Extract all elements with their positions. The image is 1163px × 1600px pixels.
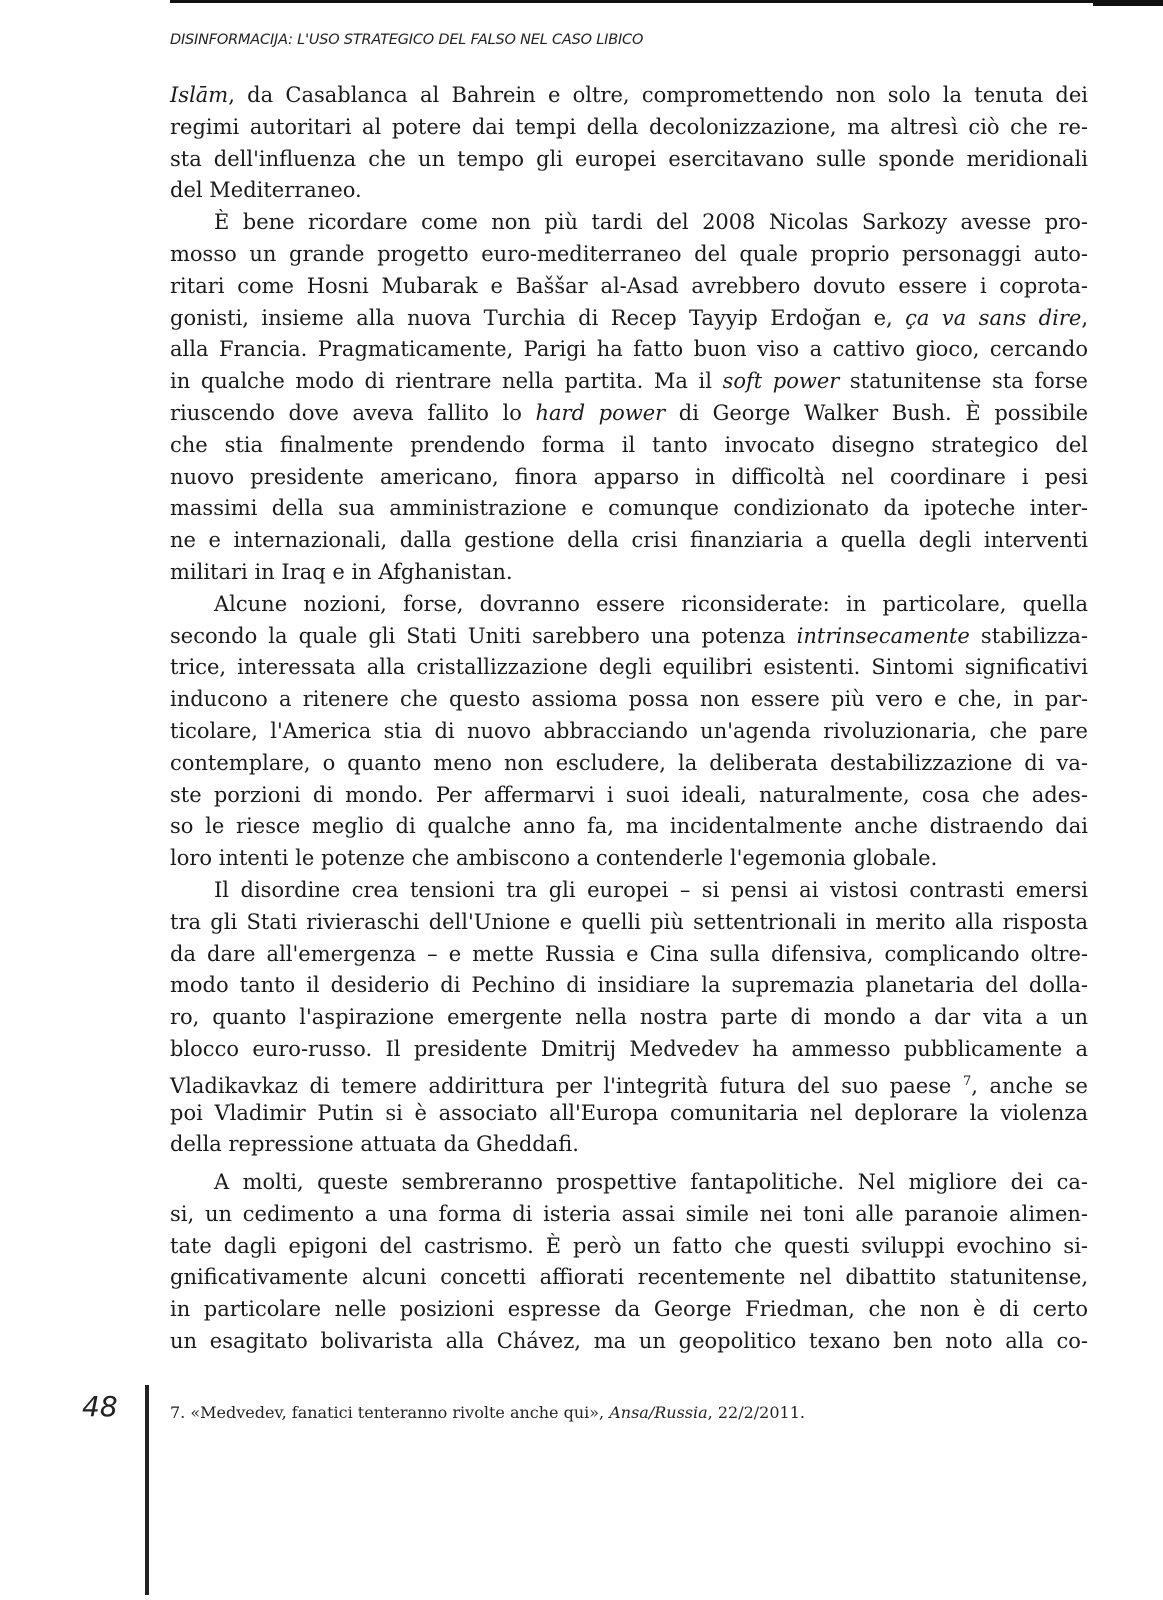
text-line: modo tanto il desiderio di Pechino di insidiare la supremazia planetaria del dolla- [170, 973, 1088, 998]
text-line: del Mediterraneo. [170, 178, 362, 203]
text-line: della repressione attuata da Gheddafi. [170, 1132, 579, 1157]
paragraph-2 [170, 207, 1088, 589]
footnote: 7. «Medvedev, fanatici tenteranno rivolte anche qui», Ansa/Russia, 22/2/2011. [170, 1403, 805, 1422]
text-line: massimi della sua amministrazione e comunque condizionato da ipoteche inter- [170, 496, 1088, 521]
text-line: gnificativamente alcuni concetti affiorati recentemente nel dibattito statunitense, [170, 1265, 1088, 1290]
text-line: tra gli Stati rivieraschi dell'Unione e quelli più settentrionali in merito alla risposta [170, 909, 1088, 934]
text-line: che stia finalmente prendendo forma il tanto invocato disegno strategico del [170, 432, 1088, 457]
text-line: ticolare, l'America stia di nuovo abbracciando un'agenda rivoluzionaria, che pare [170, 718, 1088, 743]
text-line: nuovo presidente americano, finora apparso in difficoltà nel coordinare i pesi [170, 464, 1088, 489]
text-line: in particolare nelle posizioni espresse da George Friedman, che non è di certo [170, 1297, 1088, 1322]
text-line: blocco euro-russo. Il presidente Dmitrij Medvedev ha ammesso pubblicamente a [170, 1036, 1088, 1061]
text-line: inducono a ritenere che questo assioma possa non essere più vero e che, in par- [170, 687, 1088, 712]
text-line: gonisti, insieme alla nuova Turchia di Recep Tayyip Erdoğan e, ça va sans dire, [170, 305, 1088, 330]
text-line: riuscendo dove aveva fallito lo hard power di George Walker Bush. È possibile [170, 400, 1088, 425]
text-line: Islām, da Casablanca al Bahrein e oltre, compromettendo non solo la tenuta dei [170, 83, 1088, 107]
text-line: so le riesce meglio di qualche anno fa, ma incidentalmente anche distraendo dai [170, 814, 1088, 839]
text-line: si, un cedimento a una forma di isteria assai simile nei toni alle paranoie alimen- [170, 1201, 1088, 1226]
body-text [170, 80, 1088, 1358]
page-number: 48 [82, 1390, 118, 1423]
text-line: alla Francia. Pragmaticamente, Parigi ha fatto buon viso a cattivo gioco, cercando [170, 337, 1088, 362]
text-line: ritari come Hosni Mubarak e Baššar al-Asad avrebbero dovuto essere i coprota- [170, 273, 1088, 298]
text-line: poi Vladimir Putin si è associato all'Europa comunitaria nel deplorare la violenza [170, 1100, 1088, 1125]
folio-rule [145, 1385, 149, 1595]
text-line: secondo la quale gli Stati Uniti sarebbero una potenza intrinsecamente stabilizza- [170, 623, 1088, 648]
text-line: Il disordine crea tensioni tra gli europei – si pensi ai vistosi contrasti emersi [214, 877, 1088, 902]
text-line: sta dell'influenza che un tempo gli europei esercitavano sulle sponde meridionali [170, 146, 1088, 171]
text-line: loro intenti le potenze che ambiscono a contenderle l'egemonia globale. [170, 846, 938, 871]
paragraph-3 [170, 589, 1088, 875]
text-line: trice, interessata alla cristallizzazione degli equilibri esistenti. Sintomi significativi [170, 655, 1088, 680]
top-rule-mark [1093, 0, 1163, 6]
text-line: ne e internazionali, dalla gestione della crisi finanziaria a quella degli interventi [170, 528, 1088, 553]
paragraph-1 [170, 80, 1088, 207]
text-line: ste porzioni di mondo. Per affermarvi i suoi ideali, naturalmente, cosa che ades- [170, 782, 1088, 807]
text-line: in qualche modo di rientrare nella partita. Ma il soft power statunitense sta forse [170, 369, 1088, 394]
paragraph-4 [170, 875, 1088, 1161]
text-line: mosso un grande progetto euro-mediterraneo del quale proprio personaggi auto- [170, 241, 1088, 266]
running-head: DISINFORMACIJA: L'USO STRATEGICO DEL FALSO NEL CASO LIBICO [170, 32, 644, 48]
text-line: un esagitato bolivarista alla Chávez, ma un geopolitico texano ben noto alla co- [170, 1329, 1088, 1354]
text-line: militari in Iraq e in Afghanistan. [170, 559, 513, 584]
text-line: Vladikavkaz di temere addirittura per l'integrità futura del suo paese $^7$, anche se [170, 1073, 1088, 1098]
text-line: tate dagli epigoni del castrismo. È però un fatto che questi sviluppi evochino si- [170, 1233, 1088, 1258]
paragraph-5 [170, 1167, 1088, 1358]
text-line: Alcune nozioni, forse, dovranno essere riconsiderate: in particolare, quella [214, 591, 1088, 616]
text-line: ro, quanto l'aspirazione emergente nella nostra parte di mondo a dar vita a un [170, 1005, 1088, 1030]
text-line: A molti, queste sembreranno prospettive fantapolitiche. Nel migliore dei ca- [214, 1170, 1088, 1195]
text-line: da dare all'emergenza – e mette Russia e Cina sulla difensiva, complicando oltre- [170, 941, 1088, 966]
text-line: regimi autoritari al potere dai tempi della decolonizzazione, ma altresì ciò che re- [170, 114, 1088, 139]
text-line: È bene ricordare come non più tardi del 2008 Nicolas Sarkozy avesse pro- [214, 210, 1088, 235]
top-rule [170, 0, 1163, 3]
text-line: contemplare, o quanto meno non escludere, la deliberata destabilizzazione di va- [170, 750, 1088, 775]
